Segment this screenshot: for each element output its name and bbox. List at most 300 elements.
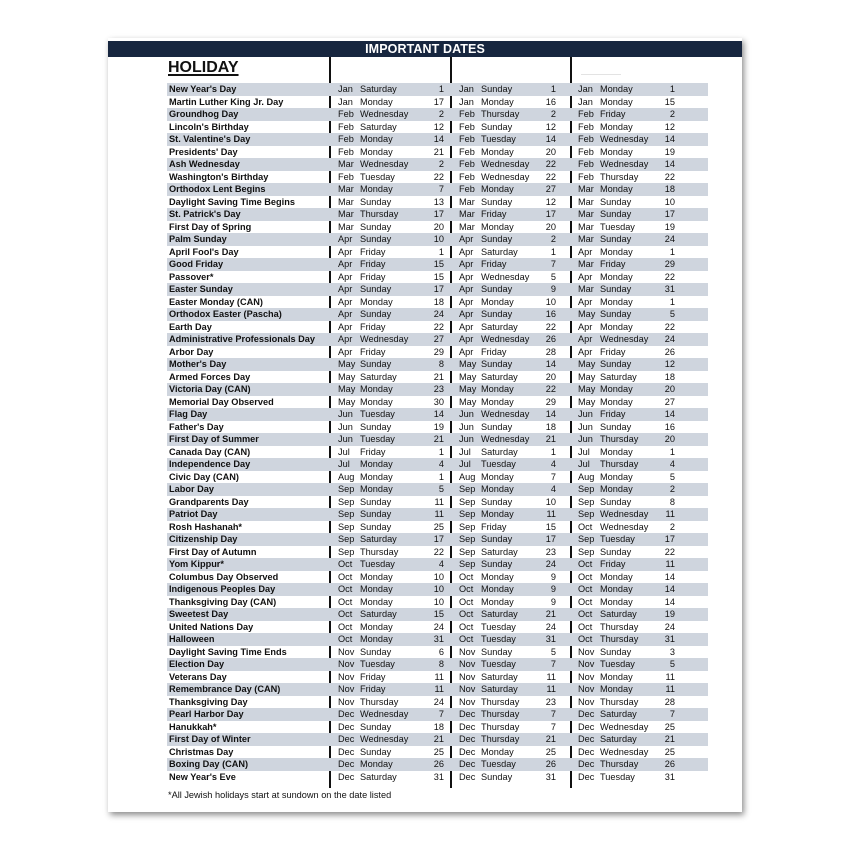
year1-day: 23: [433, 384, 444, 394]
year2-day: 9: [550, 284, 556, 294]
year1-weekday: Sunday: [360, 221, 392, 232]
year1-weekday: Monday: [360, 296, 393, 307]
year1-month: Aug: [338, 471, 355, 482]
year1-weekday: Sunday: [360, 721, 392, 732]
holiday-name: Columbus Day Observed: [169, 571, 279, 582]
holiday-row: [167, 221, 708, 234]
year1-weekday: Tuesday: [360, 659, 395, 669]
year1-day: 21: [433, 371, 444, 382]
year2-month: Feb: [459, 109, 475, 119]
year1-month: Oct: [338, 609, 353, 619]
year2-weekday: Saturday: [481, 371, 518, 382]
holiday-row: [167, 133, 708, 146]
holiday-name: Halloween: [169, 634, 215, 644]
year2-day: 22: [545, 321, 556, 332]
year2-weekday: Tuesday: [481, 621, 516, 632]
year3-day: 7: [669, 709, 675, 719]
year3-month: Feb: [578, 171, 594, 182]
year3-month: Apr: [578, 246, 593, 257]
year1-month: Oct: [338, 596, 353, 607]
holiday-name: Ash Wednesday: [169, 159, 240, 169]
year3-day: 11: [665, 559, 675, 569]
year2-day: 9: [550, 596, 556, 607]
year2-day: 2: [550, 234, 556, 244]
year2-weekday: Tuesday: [481, 459, 516, 469]
year3-weekday: Thursday: [600, 459, 639, 469]
holiday-row: [167, 608, 708, 621]
year2-weekday: Sunday: [481, 496, 513, 507]
year2-weekday: Wednesday: [481, 271, 530, 282]
year1-weekday: Sunday: [360, 509, 392, 519]
year2-weekday: Sunday: [481, 646, 513, 657]
year3-weekday: Wednesday: [600, 746, 649, 757]
year3-month: Dec: [578, 734, 595, 744]
holiday-row: [167, 496, 708, 509]
year1-day: 22: [433, 546, 444, 557]
year3-weekday: Wednesday: [600, 721, 649, 732]
year3-day: 5: [669, 659, 675, 669]
year2-weekday: Monday: [481, 396, 514, 407]
year2-day: 23: [545, 546, 556, 557]
holiday-name: Lincoln's Birthday: [169, 121, 249, 132]
year3-weekday: Monday: [600, 671, 633, 682]
year1-day: 26: [433, 759, 444, 769]
year3-weekday: Sunday: [600, 284, 632, 294]
holiday-row: [167, 121, 708, 134]
year3-weekday: Tuesday: [600, 771, 635, 782]
year2-weekday: Monday: [481, 384, 514, 394]
year1-day: 11: [434, 684, 444, 694]
year2-weekday: Monday: [481, 596, 514, 607]
year2-weekday: Friday: [481, 209, 507, 219]
year1-day: 31: [433, 634, 444, 644]
holiday-name: Canada Day (CAN): [169, 446, 251, 457]
year1-day: 30: [433, 396, 444, 407]
year1-weekday: Wednesday: [360, 734, 409, 744]
holiday-name: Veterans Day: [169, 671, 227, 682]
year2-weekday: Tuesday: [481, 759, 516, 769]
holiday-row: [167, 371, 708, 384]
holiday-column-title: HOLIDAY: [168, 59, 239, 76]
year3-month: Mar: [578, 284, 594, 294]
year1-month: Feb: [338, 121, 354, 132]
year2-day: 21: [545, 609, 556, 619]
year2-day: 7: [550, 659, 556, 669]
year1-day: 24: [433, 696, 444, 707]
holiday-name: New Year's Day: [169, 84, 237, 94]
year1-month: Nov: [338, 696, 355, 707]
year2-month: Sep: [459, 559, 476, 569]
holiday-row: [167, 308, 708, 321]
year3-weekday: Monday: [600, 571, 633, 582]
year1-month: Apr: [338, 321, 353, 332]
year3-weekday: Monday: [600, 584, 633, 594]
year3-day: 26: [664, 346, 675, 357]
holiday-name: Christmas Day: [169, 746, 234, 757]
holiday-name: Indigenous Peoples Day: [169, 584, 276, 594]
year3-month: Oct: [578, 634, 593, 644]
year3-month: Feb: [578, 121, 594, 132]
year1-month: Apr: [338, 246, 353, 257]
year3-weekday: Tuesday: [600, 221, 635, 232]
year1-month: Apr: [338, 234, 353, 244]
year3-weekday: Monday: [600, 184, 633, 194]
year3-month: Oct: [578, 521, 593, 532]
year1-day: 24: [433, 309, 444, 319]
year3-weekday: Friday: [600, 259, 626, 269]
year3-day: 29: [664, 259, 675, 269]
year3-month: Jul: [578, 459, 590, 469]
year2-month: Apr: [459, 284, 474, 294]
year1-day: 8: [438, 359, 444, 369]
year3-month: Sep: [578, 509, 595, 519]
year3-day: 4: [669, 459, 675, 469]
year2-month: Sep: [459, 509, 476, 519]
holiday-row: [167, 758, 708, 771]
holiday-row: [167, 146, 708, 159]
holiday-name: United Nations Day: [169, 621, 254, 632]
year1-day: 15: [433, 259, 444, 269]
holiday-name: Flag Day: [169, 409, 208, 419]
year2-month: Sep: [459, 496, 476, 507]
holiday-name: New Year's Eve: [169, 771, 236, 782]
year2-day: 11: [546, 509, 556, 519]
year3-month: Sep: [578, 496, 595, 507]
year2-weekday: Wednesday: [481, 334, 530, 344]
year2-day: 12: [545, 121, 556, 132]
year2-day: 29: [545, 396, 556, 407]
year3-weekday: Monday: [600, 146, 633, 157]
year2-month: Feb: [459, 146, 475, 157]
year3-day: 31: [664, 284, 675, 294]
holiday-row: [167, 596, 708, 609]
year1-day: 21: [433, 434, 444, 444]
year2-month: Oct: [459, 621, 474, 632]
year1-weekday: Monday: [360, 96, 393, 107]
year3-weekday: Monday: [600, 246, 633, 257]
year1-month: Jun: [338, 421, 353, 432]
holiday-row: [167, 333, 708, 346]
year2-day: 16: [545, 309, 556, 319]
year2-weekday: Sunday: [481, 421, 513, 432]
year1-month: Feb: [338, 134, 354, 144]
year2-month: Apr: [459, 334, 474, 344]
year3-month: Dec: [578, 721, 595, 732]
year3-weekday: Monday: [600, 446, 633, 457]
year3-day: 14: [664, 159, 675, 169]
year3-day: 10: [664, 196, 675, 207]
year2-day: 12: [545, 196, 556, 207]
holiday-row: [167, 458, 708, 471]
year2-month: Dec: [459, 734, 476, 744]
year3-weekday: Sunday: [600, 359, 632, 369]
year2-day: 20: [545, 371, 556, 382]
holiday-row: [167, 683, 708, 696]
year1-weekday: Tuesday: [360, 434, 395, 444]
year1-weekday: Monday: [360, 384, 393, 394]
year3-weekday: Saturday: [600, 734, 637, 744]
year3-day: 18: [664, 371, 675, 382]
year3-weekday: Monday: [600, 471, 633, 482]
holiday-name: Arbor Day: [169, 346, 214, 357]
year3-day: 14: [664, 134, 675, 144]
holiday-row: [167, 446, 708, 459]
year1-weekday: Friday: [360, 446, 386, 457]
year1-weekday: Friday: [360, 246, 386, 257]
year2-day: 31: [545, 771, 556, 782]
year2-weekday: Wednesday: [481, 159, 530, 169]
year1-month: Sep: [338, 496, 355, 507]
holiday-name: First Day of Winter: [169, 734, 251, 744]
year1-day: 17: [433, 96, 444, 107]
year1-month: Dec: [338, 709, 355, 719]
holiday-row: [167, 83, 708, 96]
year2-weekday: Monday: [481, 221, 514, 232]
year3-weekday: Friday: [600, 109, 626, 119]
year2-weekday: Friday: [481, 521, 507, 532]
year2-weekday: Tuesday: [481, 134, 516, 144]
year2-weekday: Saturday: [481, 546, 518, 557]
year2-weekday: Monday: [481, 509, 514, 519]
year2-weekday: Sunday: [481, 534, 513, 544]
year1-weekday: Friday: [360, 321, 386, 332]
year2-month: May: [459, 371, 477, 382]
year1-weekday: Friday: [360, 271, 386, 282]
year3-month: Sep: [578, 534, 595, 544]
year2-weekday: Monday: [481, 584, 514, 594]
year1-month: Oct: [338, 571, 353, 582]
year3-day: 12: [664, 121, 675, 132]
year2-weekday: Sunday: [481, 196, 513, 207]
year1-month: Sep: [338, 484, 355, 494]
year2-month: Apr: [459, 246, 474, 257]
holiday-table: [167, 83, 708, 783]
year2-day: 4: [550, 459, 556, 469]
year3-month: Nov: [578, 671, 595, 682]
year3-month: Oct: [578, 621, 593, 632]
year1-month: Nov: [338, 646, 355, 657]
year2-month: Feb: [459, 121, 475, 132]
year2-weekday: Monday: [481, 746, 514, 757]
holiday-name: First Day of Summer: [169, 434, 259, 444]
year3-day: 18: [664, 184, 675, 194]
year1-day: 2: [438, 159, 444, 169]
year3-day: 28: [664, 696, 675, 707]
holiday-name: Thanksgiving Day: [169, 696, 248, 707]
holiday-name: Earth Day: [169, 321, 212, 332]
year2-month: Apr: [459, 346, 474, 357]
holiday-name: Election Day: [169, 659, 225, 669]
year1-day: 31: [433, 771, 444, 782]
holiday-row: [167, 533, 708, 546]
year1-weekday: Wednesday: [360, 159, 409, 169]
holiday-row: [167, 271, 708, 284]
year1-month: Dec: [338, 746, 355, 757]
year1-day: 11: [434, 509, 444, 519]
year3-month: Apr: [578, 296, 593, 307]
year2-month: Dec: [459, 771, 476, 782]
year1-weekday: Monday: [360, 571, 393, 582]
year2-month: May: [459, 359, 477, 369]
year1-month: Feb: [338, 171, 354, 182]
year2-day: 22: [545, 159, 556, 169]
year2-month: Nov: [459, 659, 476, 669]
year2-day: 4: [550, 484, 556, 494]
year3-day: 14: [664, 571, 675, 582]
year1-month: Sep: [338, 521, 355, 532]
year3-day: 2: [669, 109, 675, 119]
year3-month: Oct: [578, 559, 593, 569]
year3-day: 14: [664, 596, 675, 607]
year3-weekday: Sunday: [600, 421, 632, 432]
year3-weekday: Wednesday: [600, 509, 649, 519]
year3-weekday: Sunday: [600, 646, 632, 657]
year3-month: May: [578, 371, 596, 382]
year1-day: 2: [438, 109, 444, 119]
year1-weekday: Saturday: [360, 121, 397, 132]
year2-month: May: [459, 384, 477, 394]
year2-month: Dec: [459, 746, 476, 757]
year3-month: Mar: [578, 184, 594, 194]
year3-day: 3: [669, 646, 675, 657]
year1-day: 27: [433, 334, 444, 344]
year2-weekday: Monday: [481, 296, 514, 307]
year1-weekday: Friday: [360, 346, 386, 357]
year1-month: Jan: [338, 84, 353, 94]
year3-weekday: Friday: [600, 559, 626, 569]
year3-day: 22: [664, 171, 675, 182]
year3-weekday: Monday: [600, 84, 633, 94]
year1-day: 1: [438, 446, 444, 457]
year2-month: Jun: [459, 409, 474, 419]
year3-month: Jun: [578, 434, 593, 444]
holiday-row: [167, 108, 708, 121]
year3-month: Mar: [578, 196, 594, 207]
year3-month: Feb: [578, 134, 594, 144]
year2-month: Mar: [459, 221, 475, 232]
holiday-name: Easter Monday (CAN): [169, 296, 263, 307]
year1-weekday: Monday: [360, 484, 393, 494]
year1-weekday: Monday: [360, 471, 393, 482]
year3-month: Apr: [578, 346, 593, 357]
year2-weekday: Friday: [481, 346, 507, 357]
year1-month: Jun: [338, 409, 353, 419]
holiday-name: Administrative Professionals Day: [169, 334, 316, 344]
year2-day: 7: [550, 709, 556, 719]
year2-weekday: Monday: [481, 146, 514, 157]
year1-month: Oct: [338, 584, 353, 594]
year1-weekday: Saturday: [360, 771, 397, 782]
year1-weekday: Sunday: [360, 496, 392, 507]
year1-day: 18: [433, 296, 444, 307]
year1-weekday: Monday: [360, 396, 393, 407]
year2-day: 26: [545, 334, 556, 344]
year3-month: Feb: [578, 159, 594, 169]
year1-month: Dec: [338, 734, 355, 744]
year2-weekday: Saturday: [481, 671, 518, 682]
year1-month: Apr: [338, 284, 353, 294]
year2-weekday: Saturday: [481, 609, 518, 619]
year2-month: Oct: [459, 634, 474, 644]
year1-month: Mar: [338, 221, 354, 232]
year3-weekday: Sunday: [600, 196, 632, 207]
year3-month: Jan: [578, 96, 593, 107]
holiday-row: [167, 721, 708, 734]
year2-month: Sep: [459, 546, 476, 557]
year2-day: 11: [546, 671, 556, 682]
year1-weekday: Sunday: [360, 284, 392, 294]
year2-weekday: Sunday: [481, 121, 513, 132]
year1-month: Apr: [338, 296, 353, 307]
year3-weekday: Monday: [600, 684, 633, 694]
year1-weekday: Monday: [360, 596, 393, 607]
footnote: *All Jewish holidays start at sundown on the date listed: [168, 790, 392, 800]
year2-weekday: Monday: [481, 484, 514, 494]
year2-day: 22: [545, 384, 556, 394]
year1-day: 10: [433, 571, 444, 582]
year3-month: Sep: [578, 484, 595, 494]
year3-weekday: Friday: [600, 346, 626, 357]
year1-weekday: Monday: [360, 146, 393, 157]
year2-weekday: Thursday: [481, 734, 520, 744]
year1-weekday: Saturday: [360, 371, 397, 382]
year1-day: 8: [438, 659, 444, 669]
year3-month: Jul: [578, 446, 590, 457]
year1-month: Dec: [338, 721, 355, 732]
year3-day: 21: [664, 734, 675, 744]
holiday-row: [167, 246, 708, 259]
year3-weekday: Monday: [600, 396, 633, 407]
holiday-row: [167, 633, 708, 646]
year1-weekday: Thursday: [360, 209, 399, 219]
holiday-row: [167, 171, 708, 184]
holiday-row: [167, 433, 708, 446]
year3-month: Apr: [578, 334, 593, 344]
holiday-name: Memorial Day Observed: [169, 396, 274, 407]
year3-month: Apr: [578, 271, 593, 282]
holiday-row: [167, 396, 708, 409]
year2-day: 26: [545, 759, 556, 769]
holiday-row: [167, 658, 708, 671]
year3-day: 8: [669, 496, 675, 507]
year3-weekday: Thursday: [600, 621, 639, 632]
year1-day: 21: [433, 146, 444, 157]
holiday-name: Labor Day: [169, 484, 214, 494]
year2-weekday: Saturday: [481, 684, 518, 694]
year3-month: Mar: [578, 259, 594, 269]
year2-weekday: Monday: [481, 184, 514, 194]
year3-month: Nov: [578, 684, 595, 694]
holiday-row: [167, 258, 708, 271]
year2-weekday: Wednesday: [481, 409, 530, 419]
year2-weekday: Sunday: [481, 771, 513, 782]
year1-day: 15: [433, 609, 444, 619]
holiday-row: [167, 771, 708, 784]
year2-day: 14: [545, 359, 556, 369]
year1-day: 20: [433, 221, 444, 232]
year3-weekday: Sunday: [600, 496, 632, 507]
year3-weekday: Thursday: [600, 634, 639, 644]
year2-weekday: Sunday: [481, 284, 513, 294]
year2-day: 14: [545, 134, 556, 144]
holiday-name: Orthodox Easter (Pascha): [169, 309, 282, 319]
year3-day: 1: [669, 246, 675, 257]
year3-month: May: [578, 384, 596, 394]
year1-day: 17: [433, 534, 444, 544]
year3-weekday: Sunday: [600, 309, 632, 319]
holiday-row: [167, 383, 708, 396]
year3-day: 17: [664, 209, 675, 219]
